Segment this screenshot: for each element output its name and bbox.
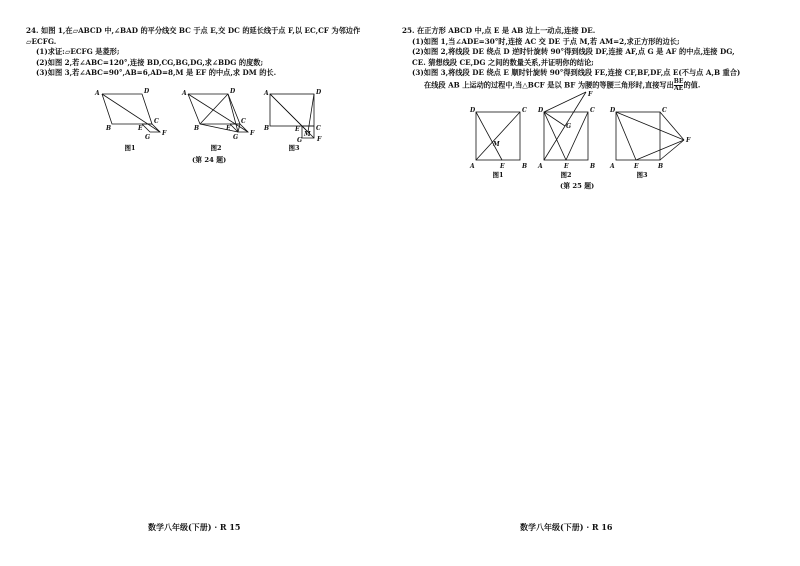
svg-text:M: M: [304, 131, 311, 138]
svg-text:C: C: [241, 118, 246, 125]
svg-text:B: B: [658, 163, 664, 170]
svg-text:E: E: [500, 163, 505, 170]
left-footer: 数学八年级(下册) · R 15: [148, 522, 241, 532]
svg-text:B: B: [522, 163, 528, 170]
svg-text:C: C: [662, 107, 667, 114]
svg-text:E: E: [295, 126, 300, 133]
svg-text:A: A: [610, 163, 615, 170]
q24-caption-2: 图2: [210, 144, 222, 152]
svg-text:B: B: [194, 125, 200, 132]
svg-text:G: G: [566, 123, 572, 130]
question-24: [26, 26, 360, 79]
question-25: [402, 26, 740, 92]
svg-text:G: G: [233, 134, 239, 141]
svg-text:A: A: [538, 163, 543, 170]
q24-line-3: (1)求证:▱ECFG 是菱形;: [36, 47, 120, 56]
q25-caption-1: 图1: [492, 171, 504, 179]
right-footer: 数学八年级(下册) · R 16: [520, 522, 613, 532]
svg-text:C: C: [522, 107, 527, 114]
svg-text:B: B: [590, 163, 596, 170]
svg-text:E: E: [226, 125, 231, 132]
q24-caption-1: 图1: [124, 144, 136, 152]
svg-text:A: A: [264, 90, 269, 97]
q25-line-5: (3)如图 3,将线段 DE 绕点 E 顺时针旋转 90°得到线段 FE,连接 CF,BF,DF,点 E(不与点 A,B 重合): [412, 68, 741, 77]
q24-line-4: (2)如图 2,若∠ABC=120°,连接 BD,CG,BG,DG,求∠BDG 的度数;: [36, 57, 264, 67]
q25-line-3: (2)如图 2,将线段 DE 绕点 D 逆时针旋转 90°得到线段 DF,连接 AF,点 G 是 AF 的中点,连接 DG,: [412, 47, 735, 56]
q25-figure-title: (第 25 题): [560, 182, 595, 190]
svg-text:D: D: [538, 107, 544, 114]
svg-text:C: C: [316, 125, 321, 132]
svg-text:F: F: [250, 130, 255, 137]
svg-text:M: M: [493, 141, 500, 148]
q25-line-1: 25. 在正方形 ABCD 中,点 E 是 AB 边上一动点,连接 DE.: [402, 26, 596, 35]
svg-text:C: C: [590, 107, 595, 114]
svg-text:D: D: [316, 89, 322, 96]
svg-text:A: A: [95, 90, 100, 97]
q25-line-4: CE. 猜想线段 CE,DG 之间的数量关系,并证明你的结论;: [412, 57, 594, 67]
svg-text:G: G: [297, 137, 303, 144]
svg-text:D: D: [470, 107, 476, 114]
svg-text:D: D: [144, 88, 150, 95]
svg-text:D: D: [230, 88, 236, 95]
q24-line-5: (3)如图 3,若∠ABC=90°,AB=6,AD=8,M 是 EF 的中点,求 DM 的长.: [36, 68, 277, 77]
svg-text:F: F: [317, 136, 322, 143]
be-over-ae-fraction: [674, 79, 684, 92]
svg-text:G: G: [145, 134, 151, 141]
svg-text:F: F: [162, 130, 167, 137]
svg-text:F: F: [686, 137, 691, 144]
svg-text:A: A: [182, 90, 187, 97]
svg-text:C: C: [154, 118, 159, 125]
q24-line-2: ▱ECFG.: [26, 36, 57, 46]
fraction-numerator: BE: [673, 77, 684, 85]
svg-text:E: E: [564, 163, 569, 170]
svg-text:A: A: [470, 163, 475, 170]
q25-caption-2: 图2: [560, 171, 572, 179]
fraction-denominator: AE: [674, 84, 684, 92]
q24-figure-3: [262, 86, 332, 146]
q24-figure-2: [178, 86, 258, 146]
svg-text:B: B: [106, 125, 112, 132]
svg-text:F: F: [588, 91, 593, 98]
svg-text:B: B: [264, 125, 270, 132]
q25-line-2: (1)如图 1,当∠ADE=30°时,连接 AC 交 DE 于点 M,若 AM=2,求正方形的边长;: [412, 36, 680, 46]
q25-line-6-tail: 的值.: [683, 80, 701, 89]
q25-figure-3: [608, 104, 692, 170]
svg-text:D: D: [610, 107, 616, 114]
q25-caption-3: 图3: [636, 171, 648, 179]
q24-figure-title: (第 24 题): [192, 156, 227, 164]
right-page: [400, 0, 800, 566]
q25-figure-1: [468, 104, 528, 170]
svg-text:E: E: [634, 163, 639, 170]
q24-figure-1: [92, 86, 182, 146]
q25-line-6-text: 在线段 AB 上运动的过程中,当△BCF 是以 BF 为腰的等腰三角形时,直接写出: [424, 80, 674, 89]
svg-text:E: E: [138, 125, 143, 132]
q24-caption-3: 图3: [288, 144, 300, 152]
q25-figure-2: [536, 90, 600, 170]
q24-line-1: 24. 如图 1,在▱ABCD 中,∠BAD 的平分线交 BC 于点 E,交 DC 的延长线于点 F,以 EC,CF 为邻边作: [26, 26, 361, 35]
